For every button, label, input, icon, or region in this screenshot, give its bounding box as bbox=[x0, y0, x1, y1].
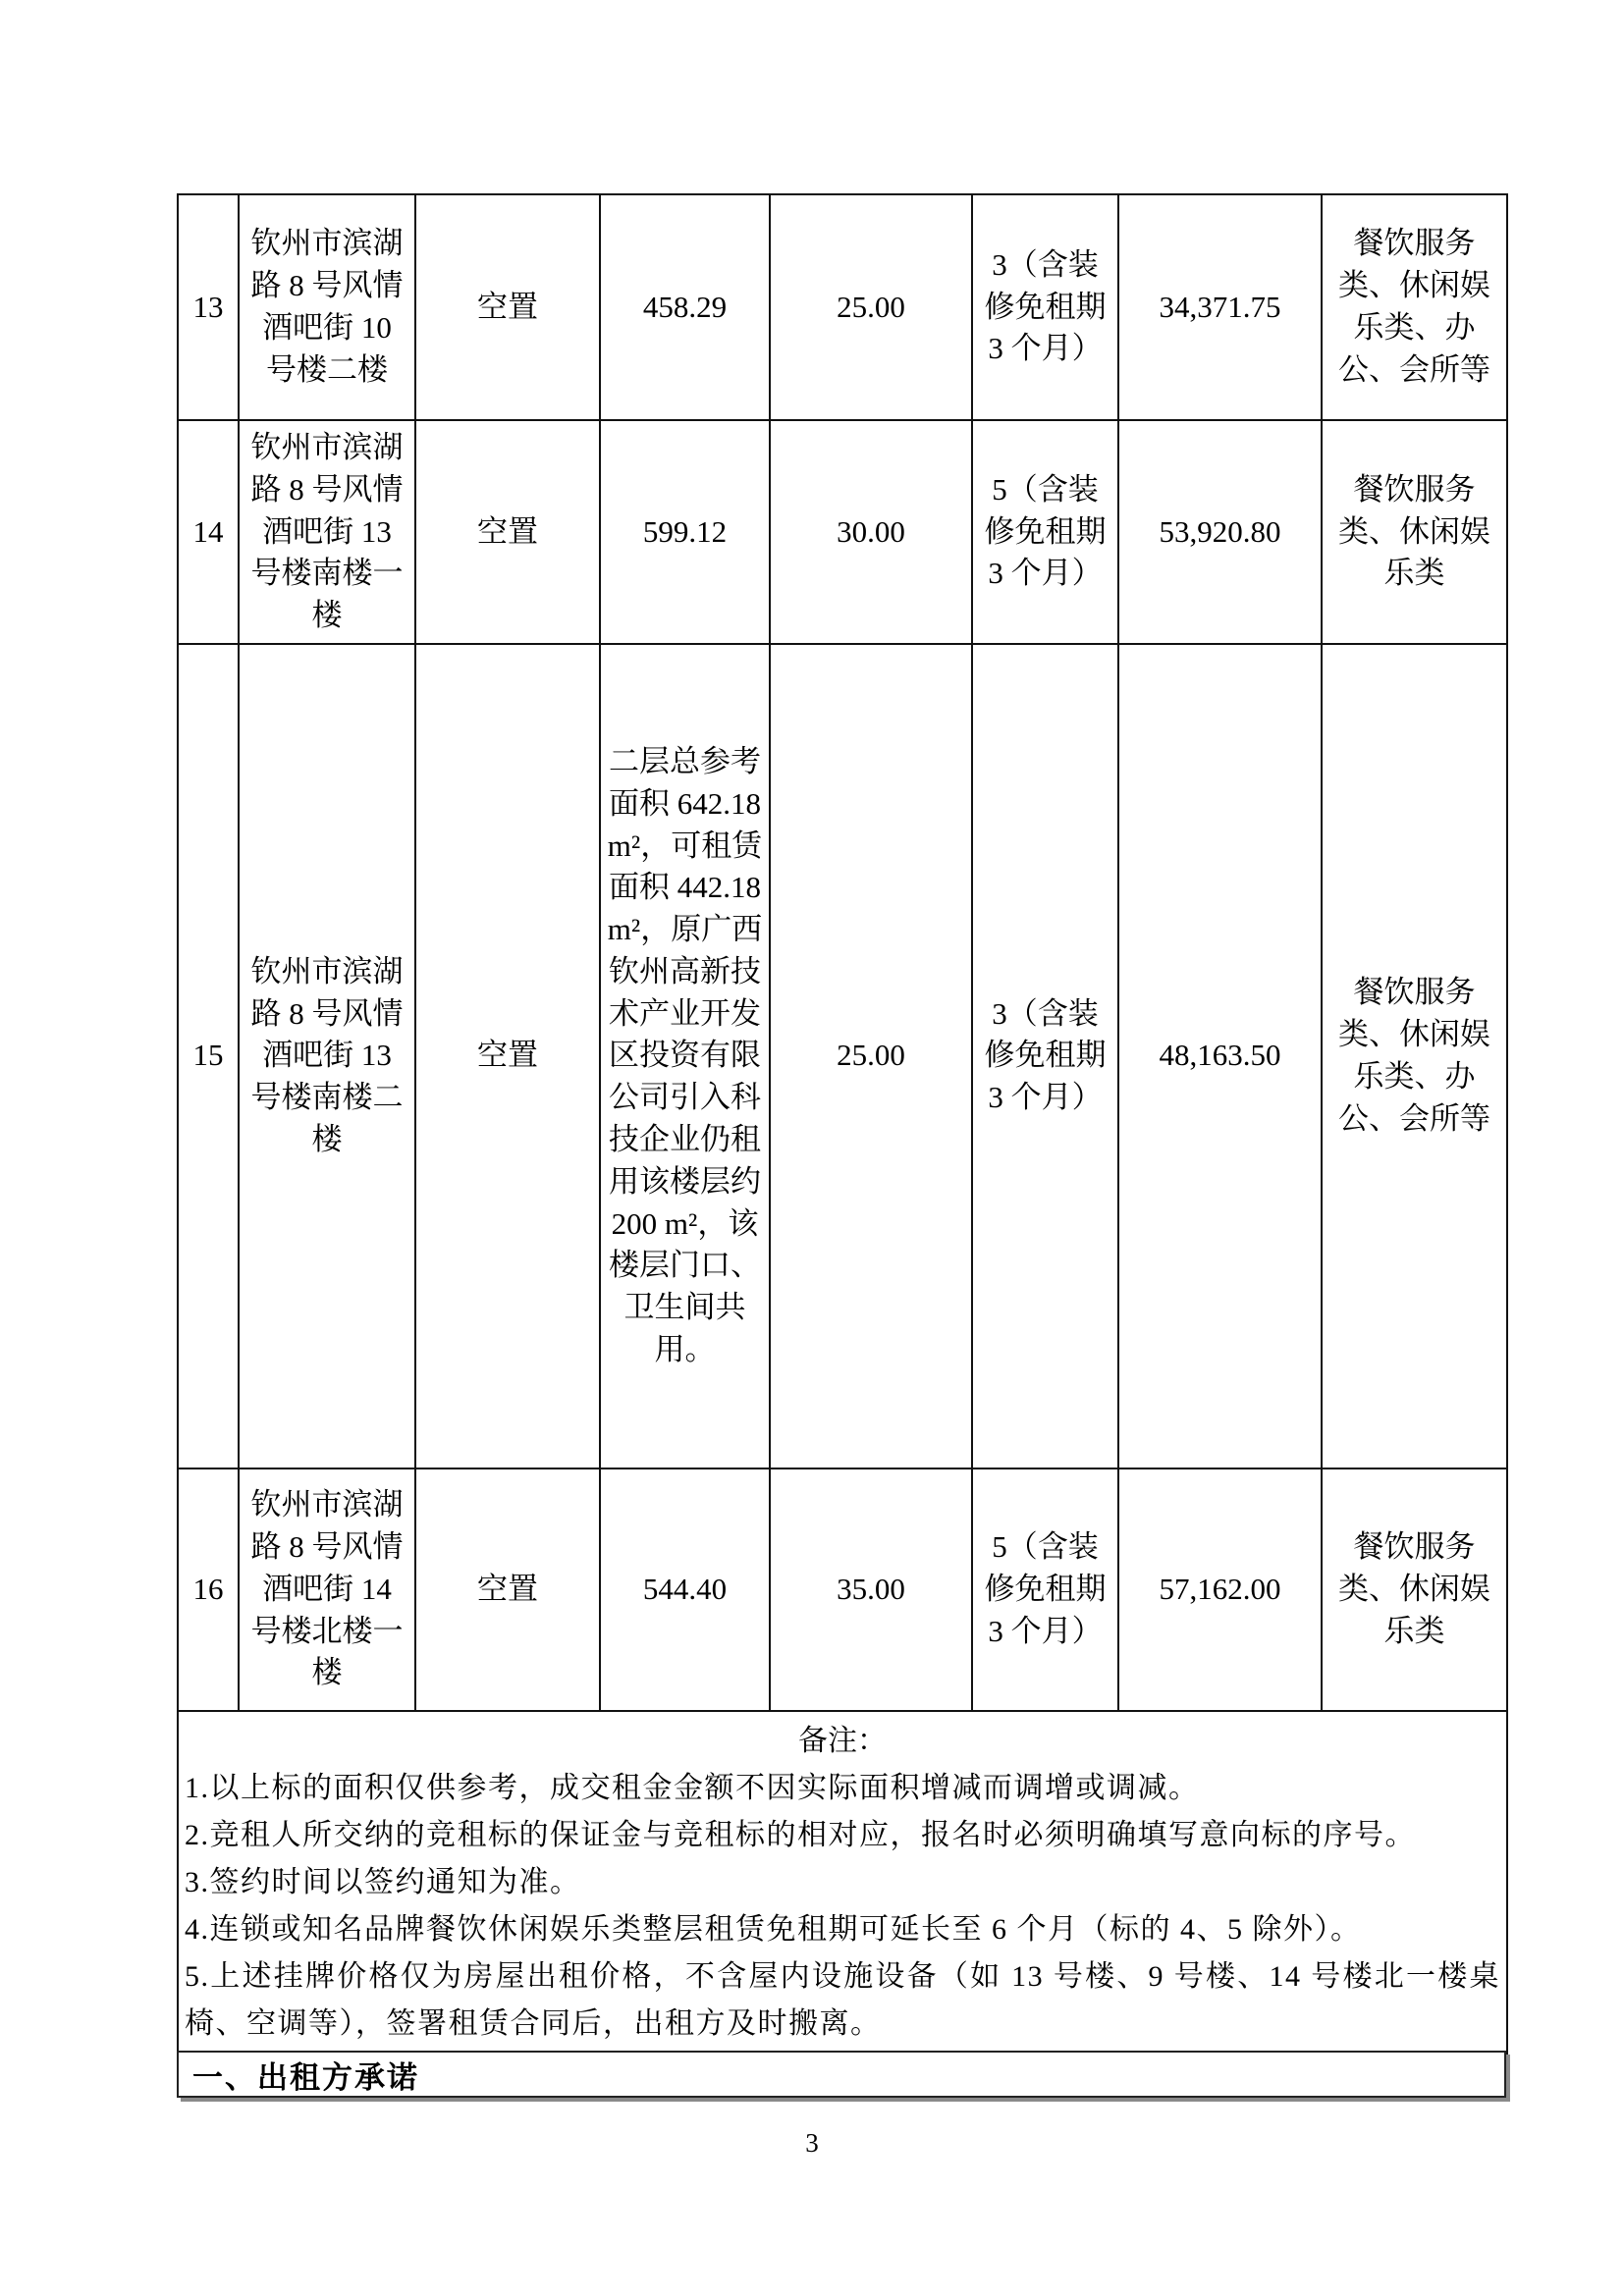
status-cell: 空置 bbox=[415, 194, 600, 420]
usage-cell: 餐饮服务类、休闲娱乐类 bbox=[1322, 420, 1507, 644]
address-cell: 钦州市滨湖路 8 号风情酒吧街 13 号楼南楼一楼 bbox=[239, 420, 415, 644]
lease-term-cell: 3（含装修免租期 3 个月） bbox=[972, 194, 1118, 420]
row-number-cell: 13 bbox=[178, 194, 239, 420]
area-cell: 458.29 bbox=[600, 194, 770, 420]
address-cell: 钦州市滨湖路 8 号风情酒吧街 14 号楼北楼一楼 bbox=[239, 1468, 415, 1711]
table-row bbox=[178, 194, 1507, 420]
lease-term-cell: 5（含装修免租期 3 个月） bbox=[972, 1468, 1118, 1711]
unit-price-cell: 30.00 bbox=[770, 420, 972, 644]
usage-cell: 餐饮服务类、休闲娱乐类、办公、会所等 bbox=[1322, 644, 1507, 1468]
row-number-cell: 16 bbox=[178, 1468, 239, 1711]
note-item: 1.以上标的面积仅供参考，成交租金金额不因实际面积增减而调增或调减。 bbox=[185, 1771, 1200, 1804]
notes-cell bbox=[178, 1711, 1507, 2055]
area-cell: 二层总参考面积 642.18 m²，可租赁面积 442.18 m²，原广西钦州高新技术产业开发区投资有限公司引入科技企业仍租用该楼层约 200 m²，该楼层门口、卫生间共用。 bbox=[600, 644, 770, 1468]
note-item: 3.签约时间以签约通知为准。 bbox=[185, 1865, 581, 1898]
status-cell: 空置 bbox=[415, 420, 600, 644]
notes-row bbox=[178, 1711, 1507, 2055]
table-row bbox=[178, 420, 1507, 644]
status-cell: 空置 bbox=[415, 644, 600, 1468]
page-number: 3 bbox=[805, 2128, 819, 2158]
lease-term-cell: 5（含装修免租期 3 个月） bbox=[972, 420, 1118, 644]
deposit-cell: 34,371.75 bbox=[1118, 194, 1322, 420]
usage-cell: 餐饮服务类、休闲娱乐类 bbox=[1322, 1468, 1507, 1711]
row-number-cell: 14 bbox=[178, 420, 239, 644]
unit-price-cell: 25.00 bbox=[770, 194, 972, 420]
deposit-cell: 57,162.00 bbox=[1118, 1468, 1322, 1711]
address-cell: 钦州市滨湖路 8 号风情酒吧街 13 号楼南楼二楼 bbox=[239, 644, 415, 1468]
unit-price-cell: 35.00 bbox=[770, 1468, 972, 1711]
deposit-cell: 48,163.50 bbox=[1118, 644, 1322, 1468]
rental-listing-table bbox=[177, 193, 1508, 2056]
unit-price-cell: 25.00 bbox=[770, 644, 972, 1468]
note-item: 4.连锁或知名品牌餐饮休闲娱乐类整层租赁免租期可延长至 6 个月（标的 4、5 除外）。 bbox=[185, 1912, 1362, 1946]
table-row bbox=[178, 644, 1507, 1468]
deposit-cell: 53,920.80 bbox=[1118, 420, 1322, 644]
section-header bbox=[177, 2051, 1506, 2098]
usage-cell: 餐饮服务类、休闲娱乐类、办公、会所等 bbox=[1322, 194, 1507, 420]
notes-title: 备注： bbox=[798, 1724, 887, 1757]
note-item: 5.上述挂牌价格仅为房屋出租价格，不含屋内设施设备（如 13 号楼、9 号楼、14 号楼北一楼桌椅、空调等），签署租赁合同后，出租方及时搬离。 bbox=[185, 1959, 1500, 2040]
lease-term-cell: 3（含装修免租期 3 个月） bbox=[972, 644, 1118, 1468]
area-cell: 599.12 bbox=[600, 420, 770, 644]
area-cell: 544.40 bbox=[600, 1468, 770, 1711]
address-cell: 钦州市滨湖路 8 号风情酒吧街 10 号楼二楼 bbox=[239, 194, 415, 420]
table-row bbox=[178, 1468, 1507, 1711]
status-cell: 空置 bbox=[415, 1468, 600, 1711]
row-number-cell: 15 bbox=[178, 644, 239, 1468]
note-item: 2.竞租人所交纳的竞租标的保证金与竞租标的相对应，报名时必须明确填写意向标的序号。 bbox=[185, 1818, 1416, 1851]
section-title: 一、出租方承诺 bbox=[192, 2059, 419, 2095]
